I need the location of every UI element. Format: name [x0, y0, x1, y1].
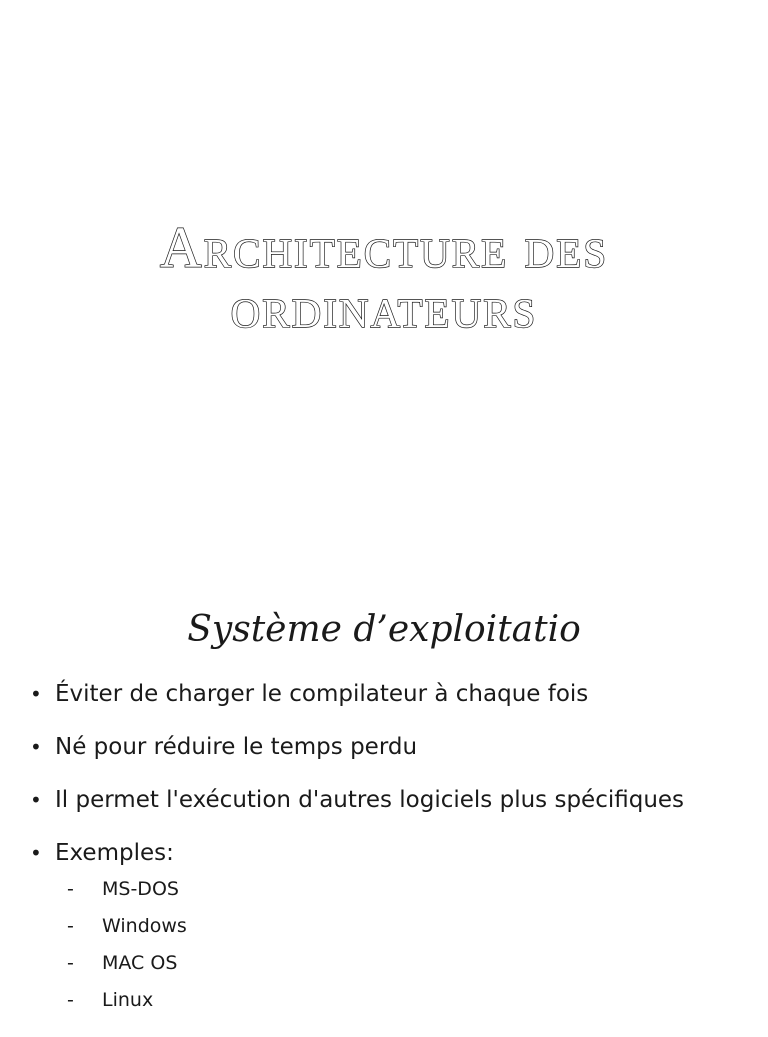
- example-text: MAC OS: [102, 952, 178, 974]
- list-item: [30, 839, 760, 1012]
- sub-list-item: [67, 951, 760, 975]
- bullet-icon: •: [30, 788, 42, 812]
- bullet-text: Né pour réduire le temps perdu: [55, 734, 418, 760]
- slide-heading: Système d’exploitatio: [187, 609, 581, 650]
- example-text: MS-DOS: [102, 878, 179, 900]
- sub-list-item: [67, 914, 760, 938]
- list-item: [30, 680, 760, 708]
- example-text: Linux: [102, 989, 154, 1011]
- bullet-text: Éviter de charger le compilateur à chaque fois: [55, 681, 589, 707]
- slide-operating-system: [0, 576, 768, 1024]
- list-item: [30, 733, 760, 761]
- bullet-list: [30, 680, 760, 1037]
- presentation-title: [0, 215, 768, 340]
- sub-list-item: [67, 877, 760, 901]
- dash-icon: -: [67, 915, 74, 937]
- bullet-icon: •: [30, 735, 42, 759]
- examples-list: [55, 877, 760, 1012]
- bullet-text: Il permet l'exécution d'autres logiciels plus spécifiques: [55, 787, 685, 813]
- dash-icon: -: [67, 952, 74, 974]
- dash-icon: -: [67, 878, 74, 900]
- bullet-icon: •: [30, 682, 42, 706]
- list-item: [30, 786, 760, 814]
- example-text: Windows: [102, 915, 187, 937]
- title-line-2: ordinateurs: [230, 275, 538, 340]
- bullet-text: Exemples:: [55, 840, 174, 866]
- bullet-icon: •: [30, 841, 42, 865]
- dash-icon: -: [67, 989, 74, 1011]
- sub-list-item: [67, 988, 760, 1012]
- title-line-1: Architecture des: [159, 215, 609, 280]
